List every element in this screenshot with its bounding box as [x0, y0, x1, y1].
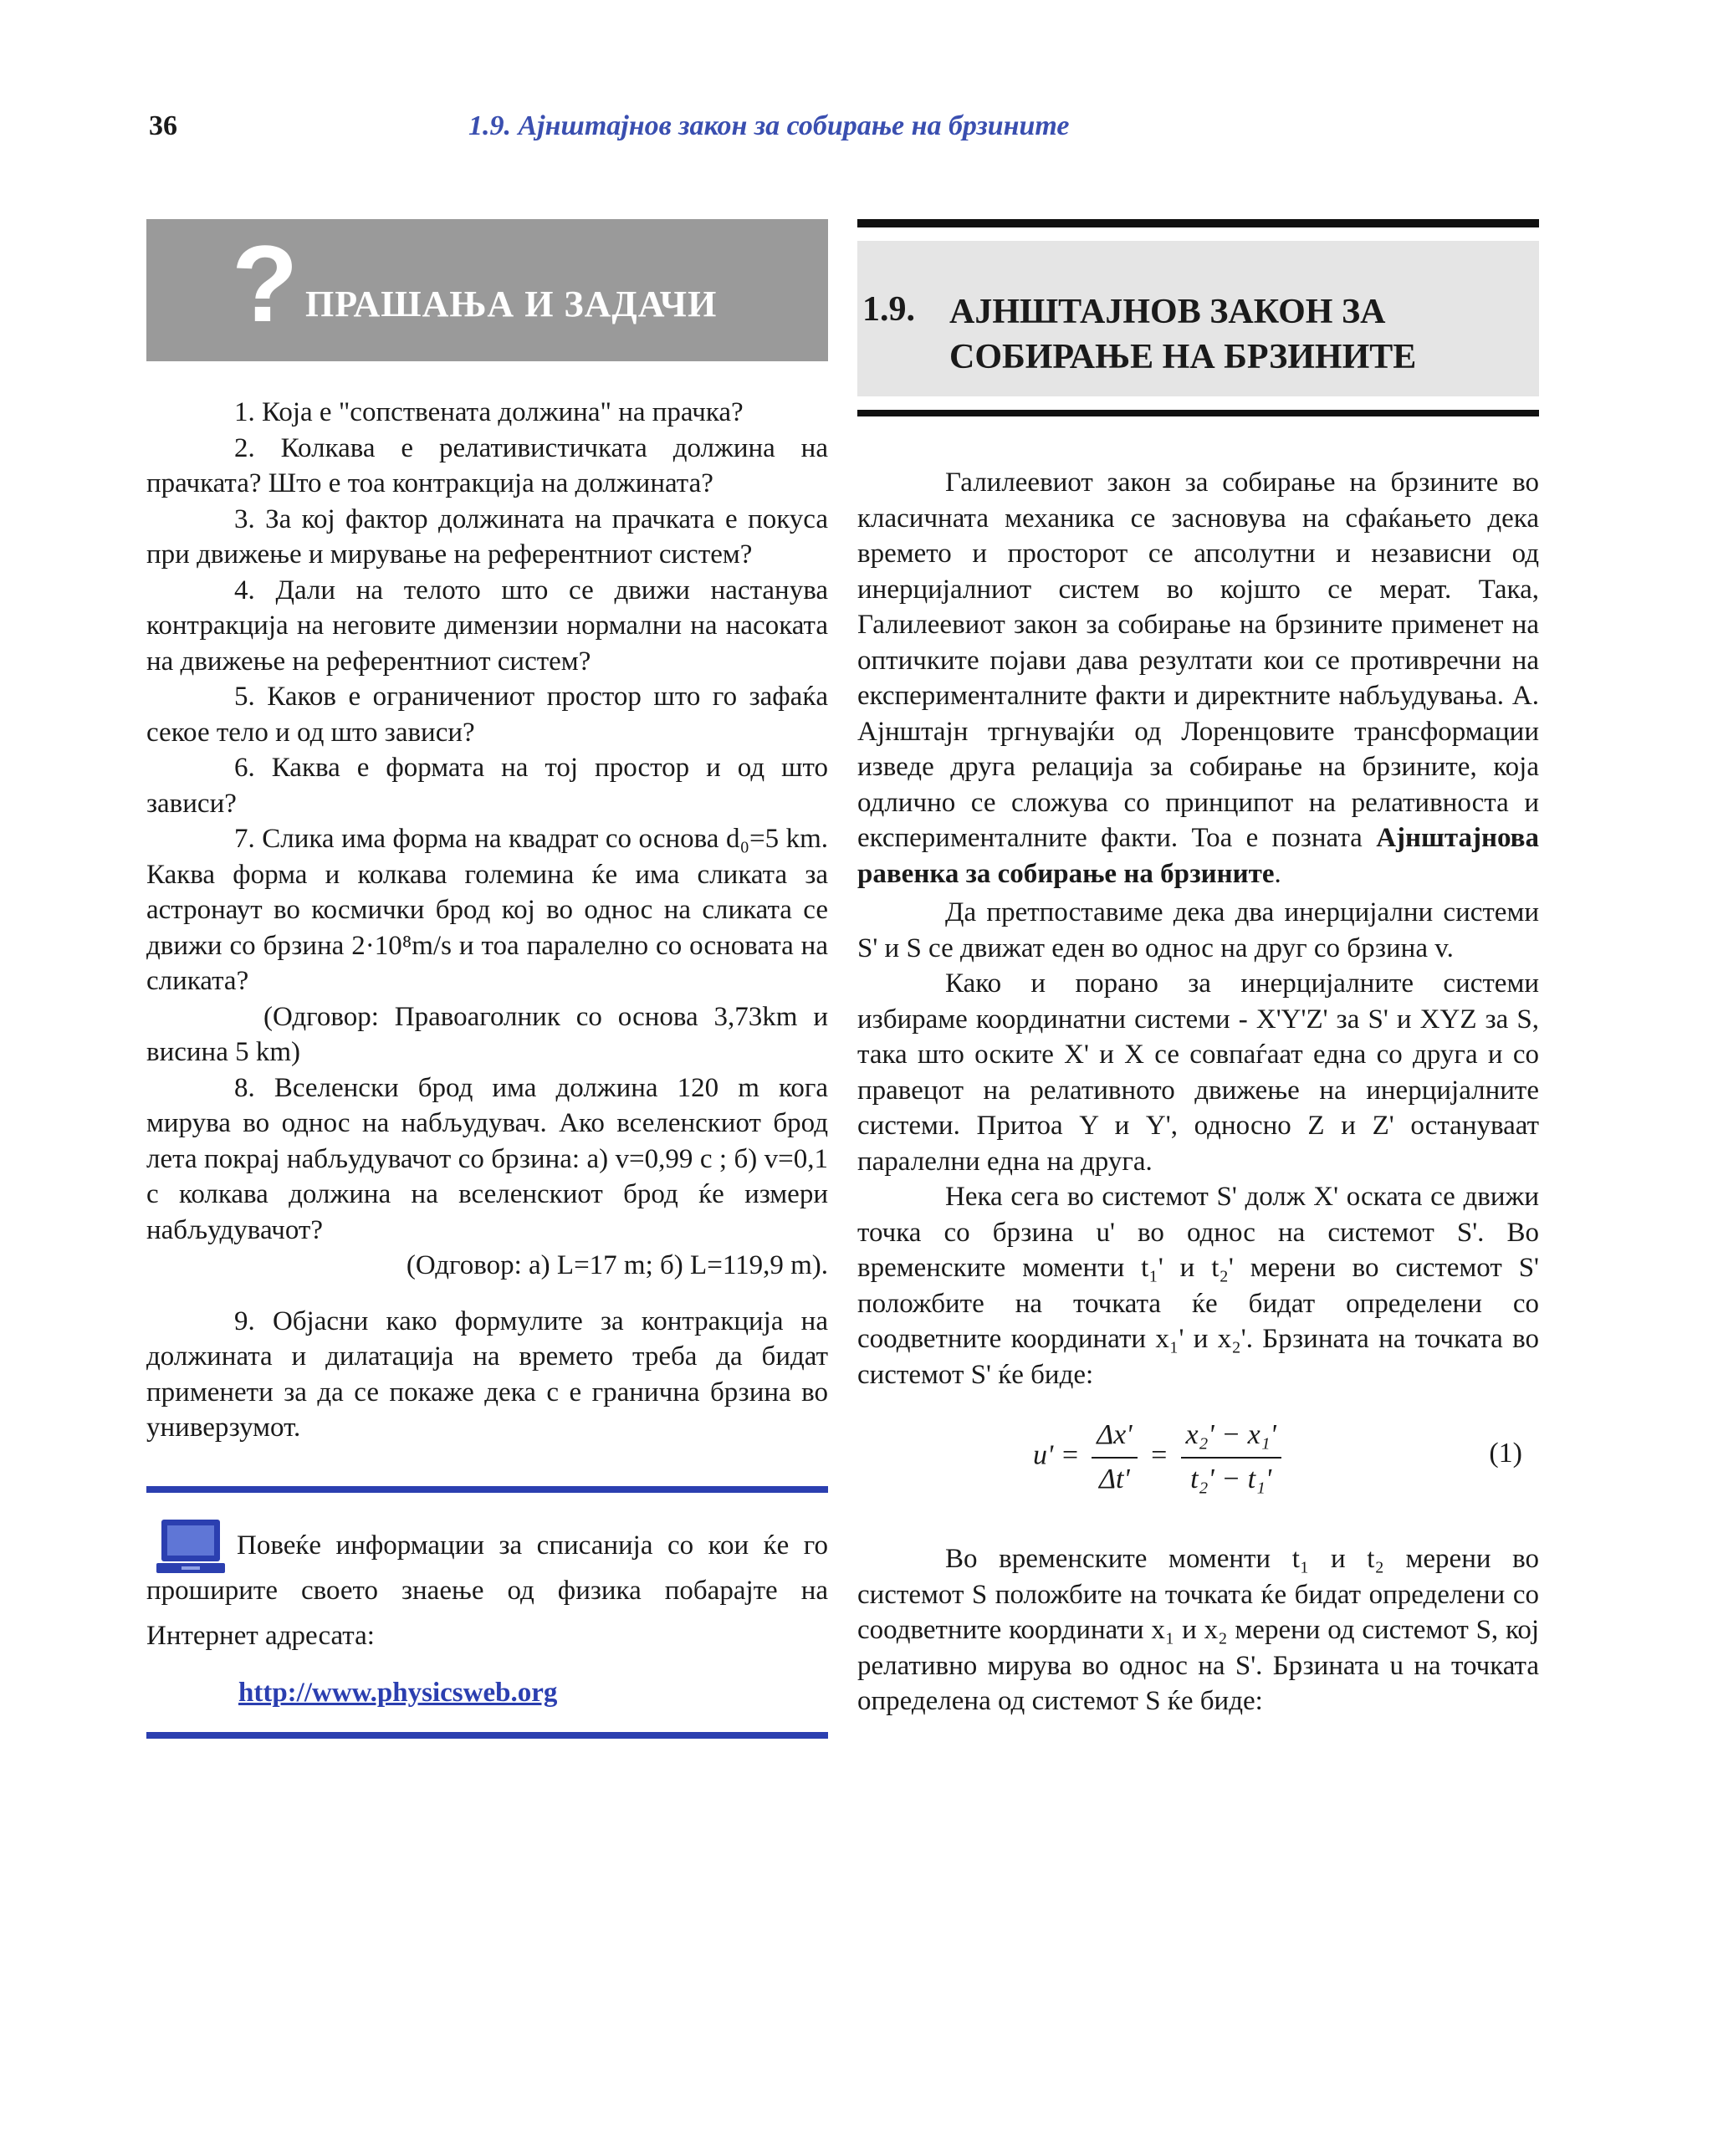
paragraph-1-end: . [1274, 858, 1281, 889]
fraction-delta-denominator: Δt' [1099, 1463, 1130, 1494]
paragraph-5: Во временските моменти t₁ и t₂ мерени во системот S положбите на точката ќе бидат определени со соодветните координати x₁ и x₂ мерени од системот S, кој релативно мирува во однос на S'. Брзината u на точката определена од системот S ќе биде: [857, 1544, 1539, 1716]
question-8: 8. Вселенски брод има должина 120 m кога мирува во однос на набљудувач. Ако вселенскиот брод лета покрај набљудувачот со брзина: а) v=0,99 c ; б) v=0,1 c колкава должина на вселенскиот брод ќе измери набљудувачот? [146, 1072, 828, 1245]
equation-1 [857, 1411, 1539, 1510]
fraction-difference-numerator: x₂' − x₁' [1181, 1418, 1281, 1459]
info-text-block [146, 1523, 828, 1715]
question-4: 4. Дали на телото што се движи настанува контракција на неговите димензии нормални на насоката на движење на референтниот систем? [146, 575, 828, 677]
computer-icon [156, 1518, 225, 1576]
info-top-rule [146, 1486, 828, 1493]
right-column [857, 219, 1539, 1719]
question-2: 2. Колкава е релативистичката должина на прачката? Што е тоа контракција на должината? [146, 432, 828, 498]
info-bottom-rule [146, 1732, 828, 1739]
equation-equals: = [1149, 1439, 1168, 1471]
questions-banner [146, 219, 828, 361]
questions-list [146, 395, 828, 1446]
section-top-rule [857, 219, 1539, 227]
paragraph-1-text: Галилеевиот закон за собирање на брзините во класичната механика се засновува на сфаќањето дека времето и просторот се апсолутни и независни од инерцијалниот систем во којшто се мерат. Така, Галилеевиот закон за собирање на брзините применет на оптичките појави дава резултати кои се противречни на експерименталните факти и директните набљудувања. А. Ајнштајн тргнувајќи од Лоренцовите трансформации изведе друга релација за собирање на брзините, која одлично се сложува со принципот на релативноста и експерименталните факти. Тоа е позната [857, 467, 1539, 853]
question-7: 7. Слика има форма на квадрат со основа d₀=5 km. Каква форма и колкава големина ќе има сликата за астронаут во космички брод кој во однос на сликата се движи со брзина 2·10⁸m/s и тоа паралелно со основата на сликата? [146, 824, 828, 996]
paragraph-1 [857, 465, 1539, 892]
question-7-answer: (Одговор: Правоаголник со основа 3,73km и висина 5 km) [146, 1001, 828, 1067]
section-number: 1.9. [862, 290, 915, 329]
question-1: 1. Која е "сопствената должина" на прачка? [234, 397, 744, 427]
equation-number: (1) [1489, 1438, 1522, 1469]
fraction-difference-denominator: t₂' − t₁' [1190, 1463, 1272, 1494]
section-body [857, 465, 1539, 1719]
equation-lhs: u' = [1033, 1439, 1080, 1471]
question-8-answer: (Одговор: а) L=17 m; б) L=119,9 m). [406, 1250, 828, 1280]
left-column [146, 219, 828, 1739]
einstein-equation-term: Ајнштајнова равенка за собирање на брзините [857, 823, 1539, 889]
paragraph-2: Да претпоставиме дека два инерцијални системи S' и S се движат еден во однос на друг со брзина v. [857, 897, 1539, 963]
running-title: 1.9. Ајнштајнов закон за собирање на брзините [468, 110, 1070, 141]
info-text: Повеќе информации за списанија со кои ќе го проширите своето знаење од физика побарајте на Интернет адресата: [146, 1530, 828, 1651]
paragraph-3: Како и порано за инерцијалните системи избираме координатни системи - X'Y'Z' за S' и XYZ за S, така што оските X' и X се совпаѓаат една со друга и со правецот на релативното движење на инерцијалните системи. Притоа Y и Y', односно Z и Z' остануваат паралелни една на друга. [857, 968, 1539, 1177]
fraction-difference [1181, 1418, 1281, 1497]
paragraph-4: Нека сега во системот S' долж X' оската се движи точка со брзина u' во однос на системот S'. Во временските моменти t₁' и t₂' мерени во системот S' положбите на точката ќе бидат определени со соодветните координати x₁' и x₂'. Брзината на точката во системот S' ќе биде: [857, 1182, 1539, 1390]
question-mark-icon: ? [232, 222, 299, 345]
section-bottom-rule [857, 410, 1539, 416]
fraction-delta [1092, 1418, 1137, 1497]
info-box [146, 1486, 828, 1739]
question-6: 6. Каква е формата на тој простор и од што зависи? [146, 753, 828, 819]
question-9: 9. Објасни како формулите за контракција на должината и дилатација на времето треба да бидат применети за да се покаже дека c е гранична брзина во универзумот. [146, 1305, 828, 1443]
section-heading-box [857, 241, 1539, 396]
section-title: АЈНШТАЈНОВ ЗАКОН ЗА СОБИРАЊЕ НА БРЗИНИТЕ [949, 293, 1417, 376]
fraction-delta-numerator: Δx' [1092, 1418, 1137, 1459]
question-3: 3. За кој фактор должината на прачката е покуса при движење и мирување на референтниот систем? [146, 503, 828, 570]
equation-formula [1033, 1418, 1286, 1497]
page-number: 36 [149, 110, 177, 141]
question-5: 5. Каков е ограничениот простор што го зафаќа секое тело и од што зависи? [146, 682, 828, 748]
physicsweb-link[interactable]: http://www.physicsweb.org [238, 1677, 558, 1708]
questions-title: ПРАШАЊА И ЗАДАЧИ [305, 284, 718, 324]
